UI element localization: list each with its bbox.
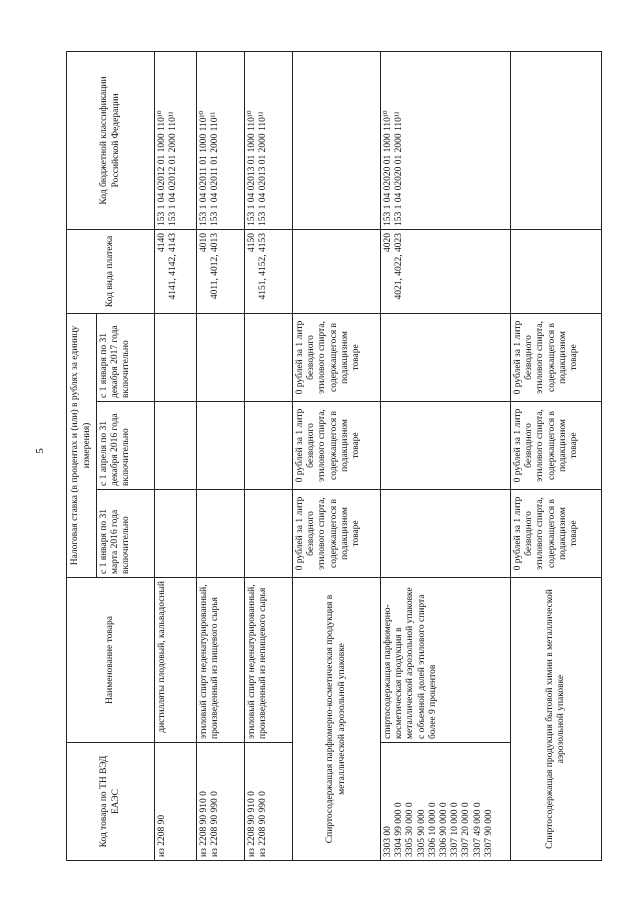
row-name: этиловый спирт неденатурированный, произведенный из пищевого сырья: [197, 578, 245, 743]
table-row: [381, 51, 511, 860]
row-code: из 2208 90 910 0 из 2208 90 990 0: [245, 743, 293, 861]
header-period-2: с 1 апреля по 31 декабря 2016 года включительно: [97, 402, 155, 490]
page-number: 5: [33, 448, 46, 454]
rotated-page: [66, 52, 601, 861]
header-rate-group: Налоговая ставка (в процентах и (или) в рублях за единицу измерения): [67, 313, 97, 577]
row-kbk: 153 1 04 02020 01 1000 110¹⁰ 153 1 04 02020 01 2000 110¹¹: [381, 51, 511, 229]
row-payment: 4150 4151, 4152, 4153: [245, 229, 293, 313]
header-code: Код товара по ТН ВЭД ЕАЭС: [67, 743, 155, 861]
row-name: спиртосодержащая парфюмерно-косметическая продукция в металлической аэрозольной упаковке с объемной долей этилового спирта более 9 процентов: [381, 578, 511, 743]
row-code: 3303 00 3304 99 000 0 3305 30 000 0 3305 90 000 3306 10 000 0 3306 90 000 0 3307 10 000 0 3307 20 000 0 3307 49 000 0 3307 90 000: [381, 743, 511, 861]
header-period-3: с 1 января по 31 декабря 2017 года включительно: [97, 313, 155, 401]
row-payment: 4010 4011, 4012, 4013: [197, 229, 245, 313]
row-code: из 2208 90: [155, 743, 197, 861]
row-kbk: 153 1 04 02013 01 1000 110¹⁰ 153 1 04 02013 01 2000 110¹¹: [245, 51, 293, 229]
header-name: Наименование товара: [67, 578, 155, 743]
rate-cell: 0 рублей за 1 литр безводного этилового спирта, содержащегося в подакцизном товаре: [293, 402, 381, 490]
rate-cell: 0 рублей за 1 литр безводного этилового спирта, содержащегося в подакцизном товаре: [293, 313, 381, 401]
header-payment: Код вида платежа: [67, 229, 155, 313]
table-row: [197, 51, 245, 860]
table-row: [511, 51, 602, 860]
table-row: [155, 51, 197, 860]
header-kbk: Код бюджетной классификации Российской Федерации: [67, 51, 155, 229]
section-title-household: Спиртосодержащая продукция бытовой химии в металлической аэрозольной упаковке: [511, 578, 602, 861]
row-kbk: 153 1 04 02011 01 1000 110¹⁰ 153 1 04 02011 01 2000 110¹¹: [197, 51, 245, 229]
table-row: [245, 51, 293, 860]
rate-cell: 0 рублей за 1 литр безводного этилового спирта, содержащегося в подакцизном товаре: [511, 402, 602, 490]
rate-cell: 0 рублей за 1 литр безводного этилового спирта, содержащегося в подакцизном товаре: [511, 313, 602, 401]
table-row: [293, 51, 381, 860]
row-code: из 2208 90 910 0 из 2208 90 990 0: [197, 743, 245, 861]
row-payment: 4140 4141, 4142, 4143: [155, 229, 197, 313]
excise-rate-table: [66, 51, 602, 861]
row-kbk: 153 1 04 02012 01 1000 110¹⁰ 153 1 04 02012 01 2000 110¹¹: [155, 51, 197, 229]
row-payment: 4020 4021, 4022, 4023: [381, 229, 511, 313]
rate-cell: 0 рублей за 1 литр безводного этилового спирта, содержащегося в подакцизном товаре: [293, 490, 381, 578]
section-title-perfume: Спиртосодержащая парфюмерно-косметическая продукция в металлической аэрозольной упаковке: [293, 578, 381, 861]
row-name: этиловый спирт неденатурированный, произведенный из непищевого сырья: [245, 578, 293, 743]
rate-cell: 0 рублей за 1 литр безводного этилового спирта, содержащегося в подакцизном товаре: [511, 490, 602, 578]
header-period-1: с 1 января по 31 марта 2016 года включительно: [97, 490, 155, 578]
row-name: дистилляты плодовый, кальвадосный: [155, 578, 197, 743]
